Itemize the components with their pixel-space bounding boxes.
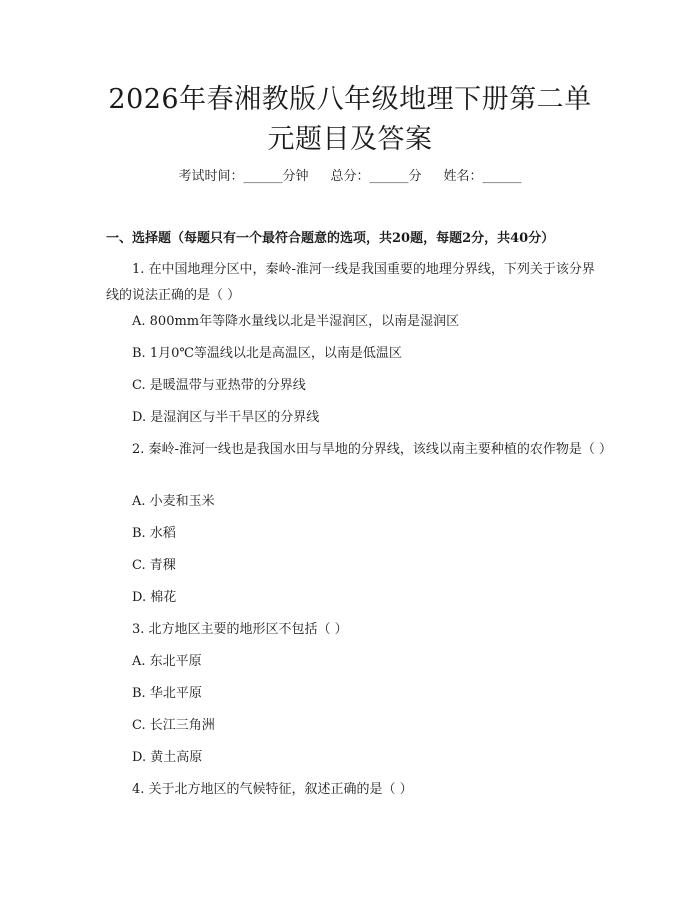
student-name-field: 姓名：______ bbox=[443, 169, 522, 184]
section-heading: 一、选择题（每题只有一个最符合题意的选项，共20题，每题2分，共40分） bbox=[106, 231, 555, 246]
question-2-option-d: D. 棉花 bbox=[132, 590, 177, 605]
question-1-option-d: D. 是湿润区与半干旱区的分界线 bbox=[132, 410, 320, 425]
exam-time-field: 考试时间：______分钟 bbox=[178, 169, 309, 184]
question-3-option-c: C. 长江三角洲 bbox=[132, 718, 215, 733]
question-2-option-a: A. 小麦和玉米 bbox=[132, 494, 215, 509]
question-4-stem: 4. 关于北方地区的气候特征，叙述正确的是（ ） bbox=[132, 782, 413, 797]
question-1-stem: 1. 在中国地理分区中，秦岭-淮河一线是我国重要的地理分界线，下列关于该分界线的说法正确的是（ ） bbox=[106, 262, 595, 303]
question-2-stem: 2. 秦岭-淮河一线也是我国水田与旱地的分界线，该线以南主要种植的农作物是（ ） bbox=[132, 442, 613, 457]
question-2-option-b: B. 水稻 bbox=[132, 526, 176, 541]
total-score-field: 总分：______分 bbox=[330, 169, 422, 184]
question-1-option-a: A. 800mm年等降水量线以北是半湿润区，以南是湿润区 bbox=[132, 314, 460, 329]
question-3-option-b: B. 华北平原 bbox=[132, 686, 202, 701]
exam-info-line bbox=[0, 167, 700, 187]
page-title: 2026年春湘教版八年级地理下册第二单元题目及答案 bbox=[108, 84, 592, 155]
question-3-option-d: D. 黄土高原 bbox=[132, 750, 203, 765]
question-2-option-c: C. 青稞 bbox=[132, 558, 176, 573]
question-3-option-a: A. 东北平原 bbox=[132, 654, 202, 669]
question-1-option-c: C. 是暖温带与亚热带的分界线 bbox=[132, 378, 306, 393]
question-3-stem: 3. 北方地区主要的地形区不包括（ ） bbox=[132, 622, 348, 637]
question-1-option-b: B. 1月0℃等温线以北是高温区，以南是低温区 bbox=[132, 346, 402, 361]
